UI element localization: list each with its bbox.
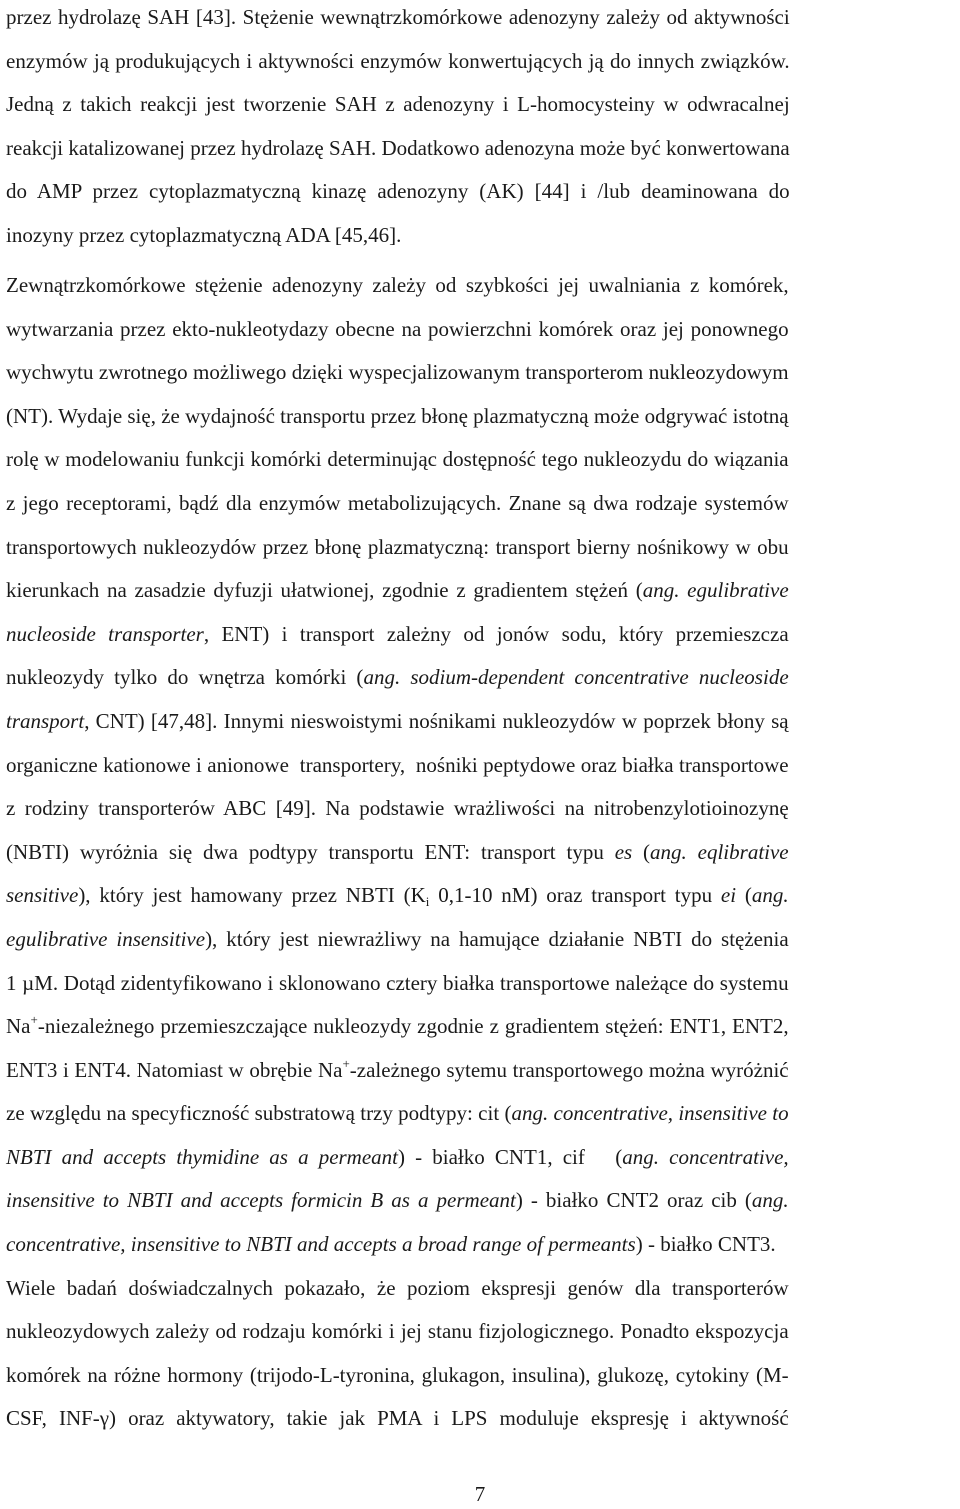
page-number: 7 xyxy=(474,1482,486,1506)
text-line: komórek na różne hormony (trijodo-L-tyronina, glukagon, insulina), glukozę, cytokiny (M- xyxy=(6,1362,789,1387)
text-line: (NT). Wydaje się, że wydajność transportu przez błonę plazmatyczną może odgrywać istotną xyxy=(6,403,789,428)
text-run: ze względu na specyficzność substratową trzy podtypy: cit ( xyxy=(6,1101,512,1126)
text-run: -zależnego sytemu transportowego można wyróżnić xyxy=(349,1057,789,1082)
text-run: ( xyxy=(632,839,651,864)
text-line xyxy=(6,874,789,918)
text-line: 1 µM. Dotąd zidentyfikowano i sklonowano cztery białka transportowe należące do systemu xyxy=(6,970,789,995)
text-line: Wiele badań doświadczalnych pokazało, że poziom ekspresji genów dla transporterów xyxy=(6,1275,789,1300)
text-run: -niezależnego przemieszczające nukleozydy zgodnie z gradientem stężeń: ENT1, ENT2, xyxy=(37,1014,789,1039)
text-line: wychwytu zwrotnego możliwego dzięki wyspecjalizowanym transporterom nukleozydowym xyxy=(6,360,789,385)
text-line: reakcji katalizowanej przez hydrolazę SAH. Dodatkowo adenozyna może być konwertowana xyxy=(6,135,790,160)
text-run: ENT3 i ENT4. Natomiast w obrębie Na xyxy=(6,1057,343,1082)
text-line xyxy=(6,1092,789,1136)
text-run: ( xyxy=(736,883,752,908)
text-line: enzymów ją produkujących i aktywności enzymów konwertujących ją do innych związków. xyxy=(6,48,790,73)
italic-run: NBTI and accepts thymidine as a permeant xyxy=(6,1144,399,1169)
italic-run: ang. eqlibrative xyxy=(650,839,789,864)
text-run: (NBTI) wyróżnia się dwa podtypy transportu ENT: transport typu xyxy=(6,839,615,864)
text-run: , ENT) i transport zależny od jonów sodu, który przemieszcza xyxy=(203,621,789,646)
italic-run: transport xyxy=(6,708,85,733)
text-line xyxy=(6,700,789,744)
text-line: przez hydrolazę SAH [43]. Stężenie wewnątrzkomórkowe adenozyny zależy od aktywności xyxy=(6,5,790,29)
text-run: ), który jest hamowany przez NBTI (K xyxy=(78,883,426,908)
italic-run: insensitive to NBTI and accepts formicin B as a permeant xyxy=(6,1188,516,1213)
text-line xyxy=(6,1179,789,1223)
text-line xyxy=(6,656,789,700)
paragraph-nucleoside-transport xyxy=(6,264,789,1441)
text-line: z rodziny transporterów ABC [49]. Na podstawie wrażliwości na nitrobenzylotioinozynę xyxy=(6,796,789,821)
text-line xyxy=(6,1005,789,1049)
italic-run: nucleoside transporter xyxy=(6,621,204,646)
text-run: , CNT) [47,48]. Innymi nieswoistymi nośnikami nukleozydów w poprzek błony są xyxy=(84,708,789,733)
italic-run: es xyxy=(614,839,633,864)
text-line: rolę w modelowaniu funkcji komórki determinując dostępność tego nukleozydu do wiązania xyxy=(6,447,789,472)
italic-run: egulibrative insensitive xyxy=(6,926,206,951)
italic-run: ei xyxy=(720,883,737,908)
italic-run: ang. xyxy=(751,1188,789,1213)
superscript: + xyxy=(342,1055,350,1071)
text-line xyxy=(6,613,789,657)
text-run: ) - białko CNT2 oraz cib ( xyxy=(515,1188,752,1213)
italic-run: ang. sodium-dependent concentrative nucleoside xyxy=(363,665,789,690)
text-run: ), który jest niewrażliwy na hamujące działanie NBTI do stężenia xyxy=(205,926,789,951)
text-line: Zewnątrzkomórkowe stężenie adenozyny zależy od szybkości jej uwalniania z komórek, xyxy=(6,273,789,297)
text-line: z jego receptorami, bądź dla enzymów metabolizujących. Znane są dwa rodzaje systemów xyxy=(6,490,789,515)
italic-run: ang. concentrative, insensitive to xyxy=(511,1101,789,1126)
text-line: nukleozydowych zależy od rodzaju komórki i jej stanu fizjologicznego. Ponadto ekspozycja xyxy=(6,1319,789,1344)
italic-run: concentrative, insensitive to NBTI and accepts a broad range of permeants xyxy=(6,1232,636,1257)
italic-run: sensitive xyxy=(6,883,79,908)
italic-run: ang. xyxy=(751,883,789,908)
text-run: ) - białko CNT1, cif ( xyxy=(398,1144,623,1169)
text-line xyxy=(6,1223,789,1267)
text-run: kierunkach na zasadzie dyfuzji ułatwionej, zgodnie z gradientem stężeń ( xyxy=(6,578,643,603)
text-line xyxy=(6,1136,789,1180)
text-line: do AMP przez cytoplazmatyczną kinazę adenozyny (AK) [44] i /lub deaminowana do xyxy=(6,179,790,204)
text-line xyxy=(6,918,789,962)
text-line xyxy=(6,569,789,613)
text-line xyxy=(6,831,789,875)
text-run: Na xyxy=(6,1014,31,1039)
text-line: organiczne kationowe i anionowe transportery, nośniki peptydowe oraz białka transportowe xyxy=(6,752,789,777)
text-line: Jedną z takich reakcji jest tworzenie SAH z adenozyny i L-homocysteiny w odwracalnej xyxy=(6,92,790,117)
text-run: ) - białko CNT3. xyxy=(635,1232,776,1257)
text-line: wytwarzania przez ekto-nukleotydazy obecne na powierzchni komórek oraz jej ponownego xyxy=(6,316,789,341)
italic-run: ang. concentrative, xyxy=(622,1144,789,1169)
paragraph-adenosine-metabolism xyxy=(6,0,790,258)
superscript: + xyxy=(30,1012,38,1028)
text-run: nukleozydy tylko do wnętrza komórki ( xyxy=(6,665,364,690)
italic-run: ang. egulibrative xyxy=(642,578,789,603)
text-line: transportowych nukleozydów przez błonę plazmatyczną: transport bierny nośnikowy w obu xyxy=(6,534,789,559)
text-line: CSF, INF-γ) oraz aktywatory, takie jak PMA i LPS moduluje ekspresję i aktywność xyxy=(6,1406,789,1431)
text-run: 0,1-10 nM) oraz transport typu xyxy=(429,883,721,908)
text-line xyxy=(6,1049,789,1093)
subscript: i xyxy=(425,894,430,910)
text-line: inozyny przez cytoplazmatyczną ADA [45,46]. xyxy=(6,222,402,247)
